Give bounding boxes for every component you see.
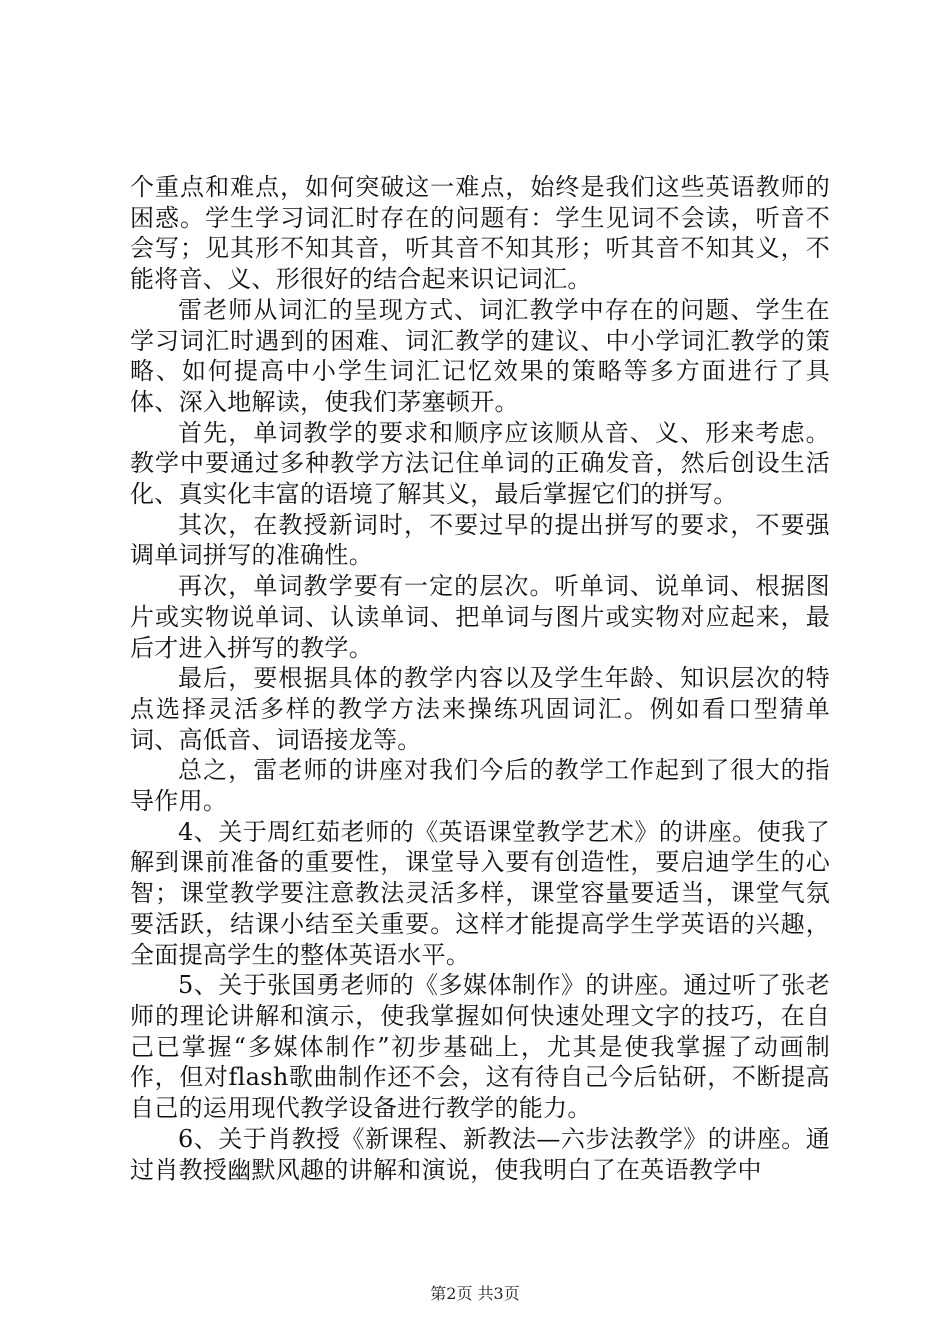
paragraph-third: 再次，单词教学要有一定的层次。听单词、说单词、根据图片或实物说单词、认读单词、把单词与图片或实物对应起来，最后才进入拼写的教学。 — [130, 572, 830, 662]
page-number-footer: 第2页 共3页 — [430, 1284, 520, 1303]
paragraph-item-5: 5、关于张国勇老师的《多媒体制作》的讲座。通过听了张老师的理论讲解和演示，使我掌握如何快速处理文字的技巧，在自己已掌握“多媒体制作”初步基础上，尤其是使我掌握了动画制作，但对flash歌曲制作还不会，这有待自己今后钻研，不断提高自己的运用现代教学设备进行教学的能力。 — [130, 971, 830, 1123]
paragraph-item-4: 4、关于周红茹老师的《英语课堂教学艺术》的讲座。使我了解到课前准备的重要性，课堂导入要有创造性，要启迪学生的心智；课堂教学要注意教法灵活多样，课堂容量要适当，课堂气氛要活跃，结课小结至关重要。这样才能提高学生学英语的兴趣，全面提高学生的整体英语水平。 — [130, 817, 830, 969]
paragraph-item-6: 6、关于肖教授《新课程、新教法—六步法教学》的讲座。通过肖教授幽默风趣的讲解和演说，使我明白了在英语教学中 — [130, 1124, 830, 1184]
paragraph-second: 其次，在教授新词时，不要过早的提出拼写的要求，不要强调单词拼写的准确性。 — [130, 510, 830, 570]
paragraph-summary: 总之，雷老师的讲座对我们今后的教学工作起到了很大的指导作用。 — [130, 756, 830, 816]
paragraph-first: 首先，单词教学的要求和顺序应该顺从音、义、形来考虑。教学中要通过多种教学方法记住单词的正确发音，然后创设生活化、真实化丰富的语境了解其义，最后掌握它们的拼写。 — [130, 418, 830, 509]
document-body — [130, 172, 830, 1185]
paragraph-continuation: 个重点和难点，如何突破这一难点，始终是我们这些英语教师的困惑。学生学习词汇时存在的问题有：学生见词不会读，听音不会写；见其形不知其音，听其音不知其形；听其音不知其义，不能将音、义、形很好的结合起来识记词汇。 — [130, 173, 830, 294]
paragraph-last: 最后，要根据具体的教学内容以及学生年龄、知识层次的特点选择灵活多样的教学方法来操练巩固词汇。例如看口型猜单词、高低音、词语接龙等。 — [130, 664, 830, 754]
paragraph-lei-overview: 雷老师从词汇的呈现方式、词汇教学中存在的问题、学生在学习词汇时遇到的困难、词汇教学的建议、中小学词汇教学的策略、如何提高中小学生词汇记忆效果的策略等多方面进行了具体、深入地解读，使我们茅塞顿开。 — [130, 295, 830, 416]
